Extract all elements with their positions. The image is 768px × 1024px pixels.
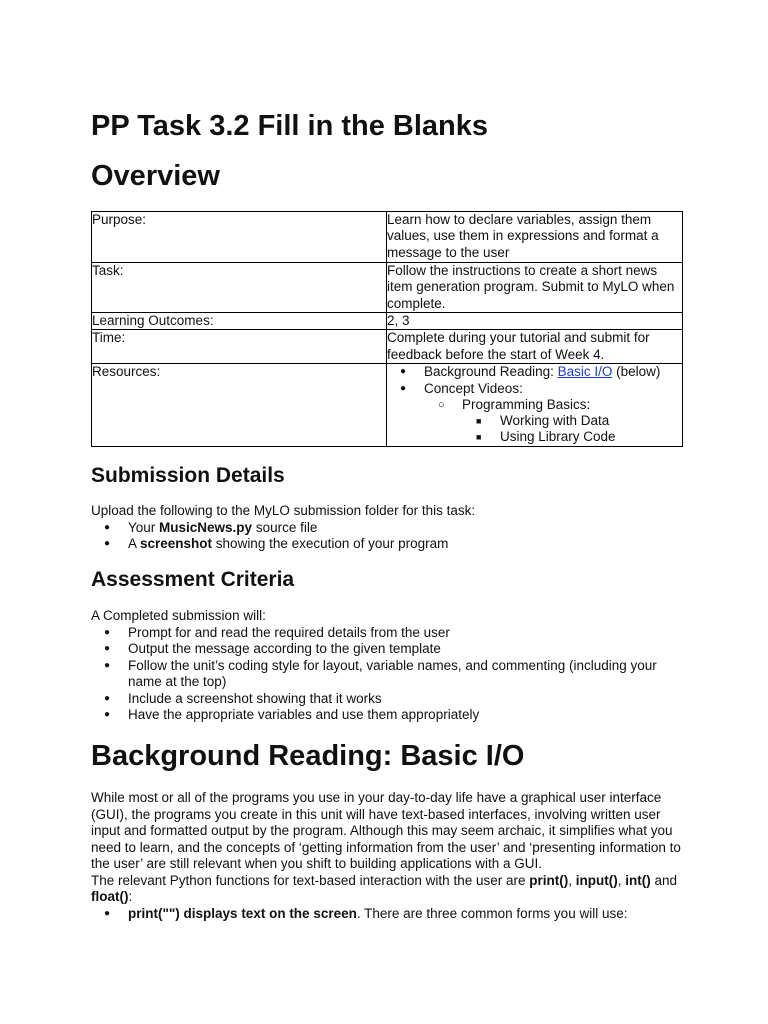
sep: , [568, 872, 576, 888]
list-item: ● Follow the unit’s coding style for layout, variable names, and commenting (including your name at the top) [91, 658, 681, 691]
submission-item1-prefix: Your [128, 519, 160, 535]
table-row [92, 364, 683, 446]
table-cell-label: Time: [92, 330, 387, 364]
background-list [91, 906, 681, 923]
table-cell-value: Learn how to declare variables, assign them values, use them in expressions and format a message to the user [387, 212, 683, 263]
background-functions-paragraph [91, 873, 681, 906]
submission-intro: Upload the following to the MyLO submission folder for this task: [91, 503, 476, 518]
sep: : [128, 889, 133, 904]
list-item: ● Prompt for and read the required details from the user [91, 625, 681, 642]
list-item [91, 906, 681, 923]
list-item: ● Have the appropriate variables and use them appropriately [91, 707, 681, 724]
table-cell-label: Learning Outcomes: [92, 313, 387, 330]
table-cell-value: Complete during your tutorial and submit for feedback before the start of Week 4. [387, 330, 683, 364]
resources-list [387, 364, 681, 445]
table-row [92, 212, 683, 263]
resource-reading-suffix: (below) [612, 364, 661, 380]
list-item [91, 520, 691, 537]
fn-input: input() [575, 872, 618, 888]
submission-item1-suffix: source file [252, 519, 318, 535]
table-cell-label: Resources: [92, 364, 387, 446]
resource-basics-label: Programming Basics: [462, 396, 591, 412]
assessment-list [91, 625, 681, 724]
list-item [387, 364, 681, 380]
assessment-section [91, 608, 681, 724]
overview-table [91, 211, 683, 447]
submission-section [91, 503, 691, 553]
resource-reading-label: Background Reading: [424, 364, 558, 380]
table-cell-label: Task: [92, 263, 387, 313]
submission-heading: Submission Details [91, 464, 285, 487]
list-item: ● Output the message according to the given template [91, 641, 681, 658]
page-title: PP Task 3.2 Fill in the Blanks [91, 110, 489, 142]
submission-screenshot: screenshot [140, 536, 213, 551]
print-description-bold: print("") displays text on the screen [128, 905, 357, 921]
assessment-heading: Assessment Criteria [91, 568, 295, 591]
list-item [424, 397, 681, 446]
table-cell-label: Purpose: [92, 212, 387, 263]
fn-float: float() [91, 889, 129, 904]
table-cell-value: Follow the instructions to create a short news item generation program. Submit to MyLO when complete. [387, 263, 683, 313]
table-cell-value: 2, 3 [387, 313, 683, 330]
list-item [387, 381, 681, 446]
table-cell-resources [387, 364, 683, 446]
list-item [462, 429, 681, 445]
submission-list [91, 520, 691, 553]
resource-data-label: Working with Data [500, 413, 610, 429]
sep: , [617, 872, 626, 888]
submission-filename: MusicNews.py [159, 519, 253, 535]
functions-intro: The relevant Python functions for text-based interaction with the user are [91, 872, 530, 888]
list-item [462, 413, 681, 429]
table-row [92, 263, 683, 313]
table-row [92, 330, 683, 364]
background-heading: Background Reading: Basic I/O [91, 740, 525, 772]
resource-videos-label: Concept Videos: [424, 380, 523, 396]
background-section [91, 790, 681, 922]
sep: and [650, 872, 678, 888]
resources-sublist [424, 397, 681, 446]
resources-subsublist [462, 413, 681, 446]
print-description-rest: . There are three common forms you will use: [356, 905, 628, 921]
basic-io-link[interactable]: Basic I/O [557, 364, 613, 380]
overview-heading: Overview [91, 160, 220, 192]
list-item: ● Include a screenshot showing that it works [91, 691, 681, 708]
assessment-intro: A Completed submission will: [91, 608, 266, 623]
resource-library-label: Using Library Code [500, 429, 616, 445]
list-item [91, 536, 691, 553]
table-row [92, 313, 683, 330]
fn-int: int() [625, 872, 651, 888]
submission-item2-prefix: A [128, 536, 141, 551]
submission-item2-suffix: showing the execution of your program [212, 536, 449, 551]
fn-print: print() [529, 872, 569, 888]
background-paragraph: While most or all of the programs you use in your day-to-day life have a graphical user interface (GUI), the programs you create in this unit will have text-based interfaces, involving written user input and formatted output by the program. Although this may seem archaic, it simplifies what you need to learn, and the concepts of ‘getting information from the user’ and ‘presenting information to the user’ are still relevant when you shift to building applications with a GUI. [91, 790, 681, 871]
